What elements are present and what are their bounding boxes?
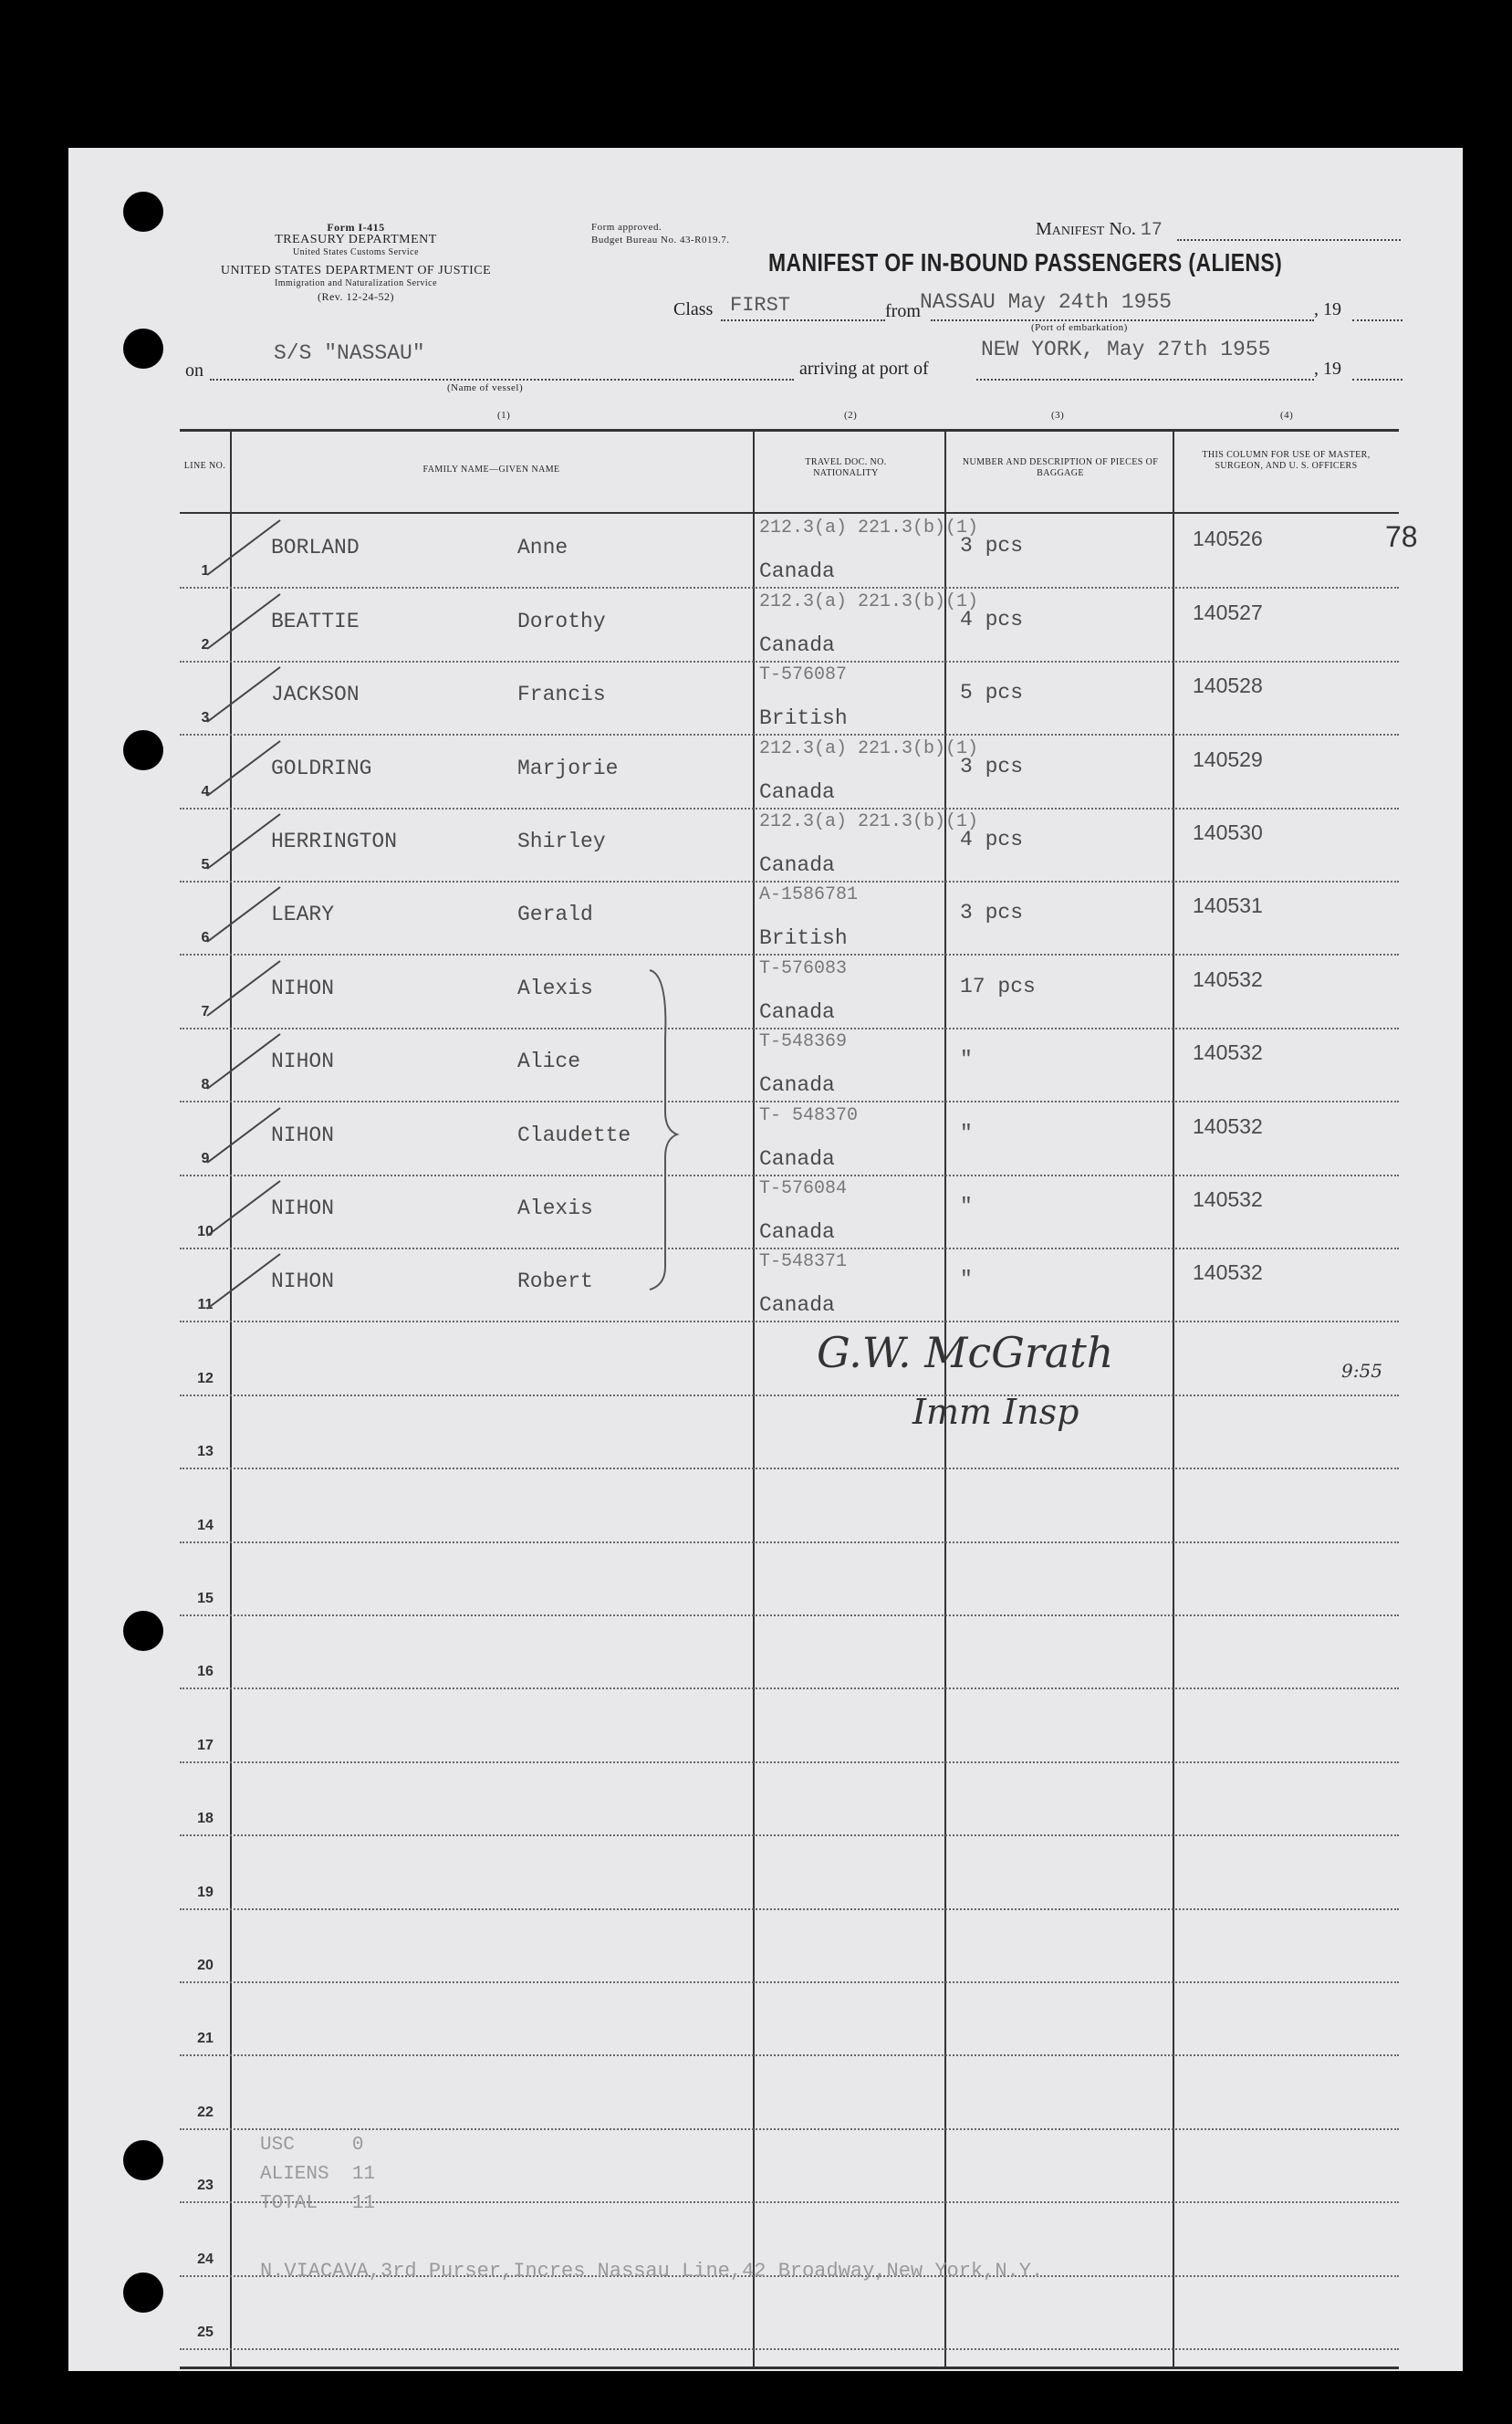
year-label: , 19	[1314, 299, 1341, 319]
baggage-count: 4 pcs	[960, 607, 1024, 632]
row-rule	[180, 1101, 1399, 1102]
col-divider	[1173, 432, 1174, 2367]
family-name: NIHON	[271, 976, 335, 1000]
family-name: NIHON	[271, 1196, 335, 1220]
travel-doc-number: T-576083	[759, 957, 848, 979]
officer-reference: 140532	[1193, 1260, 1263, 1285]
officer-reference: 140530	[1193, 820, 1263, 844]
travel-doc-number: T- 548370	[759, 1104, 859, 1126]
travel-doc-number: 212.3(a) 221.3(b)(1)	[759, 811, 979, 832]
year-line	[1352, 319, 1403, 321]
year-line-2	[1352, 379, 1403, 381]
col-header-officers: THIS COLUMN FOR USE OF MASTER, SURGEON, AND U. S. OFFICERS	[1202, 450, 1371, 471]
family-name: NIHON	[271, 1050, 335, 1074]
given-name: Robert	[517, 1269, 593, 1294]
nationality: Canada	[759, 853, 835, 877]
officer-reference: 140526	[1193, 527, 1263, 551]
row-rule	[180, 1248, 1399, 1249]
line-number: 1	[201, 563, 210, 580]
totals-block	[260, 2131, 375, 2219]
totals-usc-row	[260, 2131, 375, 2160]
baggage-count: 17 pcs	[960, 974, 1036, 998]
manifest-number: 17	[1140, 220, 1163, 241]
line-number: 23	[197, 2178, 214, 2194]
budget-label: Budget Bureau No. 43-R019.7.	[591, 235, 730, 246]
given-name: Shirley	[517, 830, 606, 853]
line-number: 4	[201, 783, 210, 799]
vessel-name: S/S "NASSAU"	[274, 341, 425, 365]
year-label-2: , 19	[1314, 359, 1341, 379]
baggage-count: 5 pcs	[960, 681, 1024, 705]
form-agency-block	[182, 221, 529, 303]
baggage-count: 3 pcs	[960, 534, 1024, 559]
family-name: NIHON	[271, 1269, 335, 1294]
col-number-2: (2)	[844, 410, 858, 421]
travel-doc-number: T-576084	[759, 1178, 848, 1199]
family-name: LEARY	[271, 903, 335, 927]
punch-hole	[123, 2140, 163, 2180]
approval-block	[591, 221, 729, 246]
line-number: 10	[197, 1224, 214, 1239]
baggage-count: 3 pcs	[960, 901, 1024, 925]
col-header-baggage: NUMBER AND DESCRIPTION OF PIECES OF BAGGAGE	[962, 457, 1159, 478]
revision-label: (Rev. 12-24-52)	[317, 290, 395, 303]
family-name: GOLDRING	[271, 756, 372, 780]
officer-reference: 140529	[1193, 747, 1263, 771]
family-name: NIHON	[271, 1123, 335, 1147]
nationality: Canada	[759, 632, 835, 657]
arriving-value: NEW YORK, May 27th 1955	[981, 338, 1271, 361]
page-title: MANIFEST OF IN-BOUND PASSENGERS (ALIENS)	[768, 248, 1283, 277]
line-number: 19	[197, 1884, 214, 1900]
baggage-count: "	[960, 1121, 973, 1145]
baggage-count: 4 pcs	[960, 828, 1024, 852]
line-number: 14	[197, 1517, 214, 1533]
given-name: Claudette	[517, 1123, 631, 1147]
row-rule	[180, 1908, 1399, 1910]
row-rule	[180, 1687, 1399, 1689]
col-number-4: (4)	[1280, 410, 1294, 421]
family-name: BORLAND	[271, 536, 360, 560]
nationality: Canada	[759, 1073, 835, 1098]
baggage-count: "	[960, 1048, 973, 1072]
given-name: Francis	[517, 683, 606, 707]
nationality: Canada	[759, 779, 835, 804]
line-number: 8	[201, 1077, 210, 1093]
given-name: Anne	[517, 536, 568, 560]
justice-label: UNITED STATES DEPARTMENT OF JUSTICE	[220, 264, 492, 277]
page-number-mark: 78	[1385, 520, 1418, 553]
officer-reference: 140531	[1193, 893, 1263, 918]
customs-label: United States Customs Service	[292, 247, 420, 257]
row-rule	[180, 2348, 1399, 2350]
ins-label: Immigration and Naturalization Service	[274, 278, 438, 288]
row-rule	[180, 1175, 1399, 1176]
line-number: 13	[197, 1444, 214, 1460]
row-rule	[180, 2054, 1399, 2056]
travel-doc-number: 212.3(a) 221.3(b)(1)	[759, 737, 979, 759]
port-embark-label: (Port of embarkation)	[1031, 322, 1128, 333]
arriving-line	[976, 379, 1314, 381]
nationality: British	[759, 926, 848, 951]
travel-doc-number: A-1586781	[759, 884, 859, 906]
totals-aliens-value: 11	[351, 2164, 376, 2185]
baggage-count: "	[960, 1195, 973, 1218]
line-number: 6	[201, 930, 210, 946]
form-number: Form I-415	[327, 221, 385, 234]
inspector-signature: G.W. McGrath	[817, 1328, 1114, 1377]
officer-reference: 140527	[1193, 600, 1263, 624]
row-rule	[180, 661, 1399, 663]
col-divider	[753, 432, 755, 2367]
row-rule	[180, 1981, 1399, 1983]
given-name: Dorothy	[517, 609, 606, 633]
totals-aliens-label: ALIENS	[260, 2164, 329, 2185]
officer-reference: 140532	[1193, 1187, 1263, 1211]
line-number: 15	[197, 1591, 214, 1606]
from-value: NASSAU May 24th 1955	[920, 290, 1173, 314]
line-number: 2	[201, 636, 210, 653]
on-label: on	[185, 360, 203, 381]
header-rule	[180, 512, 1399, 514]
given-name: Gerald	[517, 903, 593, 927]
family-name: HERRINGTON	[271, 830, 398, 853]
class-line	[721, 319, 885, 321]
travel-doc-number: 212.3(a) 221.3(b)(1)	[759, 590, 979, 612]
row-rule	[180, 1028, 1399, 1029]
nationality: Canada	[759, 1293, 835, 1318]
totals-aliens-row	[260, 2160, 375, 2189]
line-number: 24	[197, 2251, 214, 2267]
row-rule	[180, 1395, 1399, 1396]
punch-hole	[123, 1611, 163, 1651]
row-rule	[180, 1541, 1399, 1543]
row-rule	[180, 2128, 1399, 2130]
col-header-travel: TRAVEL DOC. NO. NATIONALITY	[805, 457, 887, 478]
from-label: from	[885, 301, 921, 321]
time-note: 9:55	[1341, 1360, 1382, 1382]
line-number: 18	[197, 1811, 214, 1827]
nationality: Canada	[759, 999, 835, 1024]
totals-total-row	[260, 2189, 375, 2219]
row-rule	[180, 1321, 1399, 1322]
manifest-label: Manifest No.	[1036, 219, 1136, 239]
row-rule	[180, 881, 1399, 883]
manifest-number-label	[1036, 219, 1163, 241]
row-rule	[180, 734, 1399, 736]
col-number-1: (1)	[497, 410, 511, 421]
given-name: Alice	[517, 1050, 581, 1074]
given-name: Alexis	[517, 976, 593, 1000]
treasury-label: TREASURY DEPARTMENT	[275, 233, 437, 246]
totals-total-label: TOTAL	[260, 2193, 318, 2214]
punch-hole	[123, 2272, 163, 2313]
row-rule	[180, 808, 1399, 810]
arriving-label: arriving at port of	[799, 359, 929, 379]
nationality: Canada	[759, 1220, 835, 1244]
given-name: Marjorie	[517, 756, 619, 780]
purser-line: N.VIACAVA,3rd Purser,Incres Nassau Line,42 Broadway,New York,N.Y.	[260, 2260, 1044, 2283]
line-number: 11	[197, 1297, 214, 1313]
totals-usc-value: 0	[351, 2135, 364, 2156]
travel-doc-number: T-576087	[759, 664, 848, 686]
given-name: Alexis	[517, 1196, 593, 1220]
baggage-count: 3 pcs	[960, 754, 1024, 778]
line-number: 17	[197, 1737, 214, 1753]
line-number: 20	[197, 1958, 214, 1973]
baggage-count: "	[960, 1268, 973, 1292]
officer-reference: 140532	[1193, 966, 1263, 991]
row-rule	[180, 1761, 1399, 1763]
row-rule	[180, 1614, 1399, 1616]
line-number: 7	[201, 1003, 210, 1019]
col-header-line-no: LINE NO.	[183, 461, 226, 471]
family-name: BEATTIE	[271, 609, 360, 633]
totals-total-value: 11	[351, 2193, 376, 2214]
line-number: 21	[197, 2031, 214, 2047]
officer-reference: 140532	[1193, 1040, 1263, 1065]
class-label: Class	[673, 299, 714, 319]
nationality: British	[759, 706, 848, 731]
line-number: 5	[201, 857, 210, 872]
class-value: FIRST	[730, 294, 791, 317]
row-rule	[180, 1834, 1399, 1836]
officer-reference: 140528	[1193, 674, 1263, 698]
family-name: JACKSON	[271, 683, 360, 707]
line-number: 16	[197, 1664, 214, 1680]
line-number: 3	[201, 710, 210, 726]
travel-doc-number: T-548371	[759, 1251, 848, 1273]
passenger-table	[180, 429, 1399, 2369]
punch-hole	[123, 329, 163, 369]
col-number-3: (3)	[1051, 410, 1065, 421]
vessel-caption: (Name of vessel)	[447, 382, 524, 393]
family-bracket	[645, 966, 682, 1294]
row-rule	[180, 587, 1399, 589]
officer-reference: 140532	[1193, 1113, 1263, 1138]
row-rule	[180, 954, 1399, 956]
totals-usc-label: USC	[260, 2135, 295, 2156]
line-number: 25	[197, 2325, 214, 2340]
punch-hole	[123, 730, 163, 770]
travel-doc-number: 212.3(a) 221.3(b)(1)	[759, 517, 979, 539]
nationality: Canada	[759, 1146, 835, 1171]
col-header-name: FAMILY NAME—GIVEN NAME	[422, 465, 560, 475]
line-number: 12	[197, 1370, 214, 1386]
approved-label: Form approved.	[591, 222, 662, 233]
inspector-title: Imm Insp	[912, 1392, 1079, 1432]
vessel-line	[210, 379, 794, 381]
punch-hole	[123, 192, 163, 232]
manifest-number-line	[1177, 239, 1401, 241]
nationality: Canada	[759, 559, 835, 584]
travel-doc-number: T-548369	[759, 1031, 848, 1053]
line-number: 22	[197, 2104, 214, 2120]
line-number: 9	[201, 1150, 210, 1166]
row-rule	[180, 1468, 1399, 1469]
